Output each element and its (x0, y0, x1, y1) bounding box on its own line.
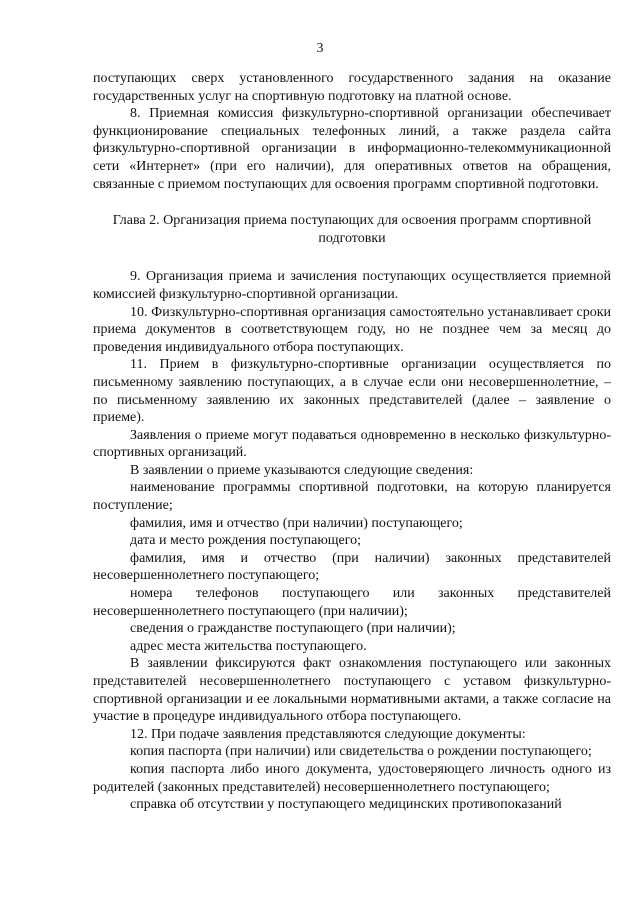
paragraph: номера телефонов поступающего или законных представителей несовершеннолетнего поступающего (при наличии); (93, 586, 611, 619)
document-body (93, 70, 611, 814)
paragraph: В заявлении фиксируются факт ознакомления поступающего или законных представителей несовершеннолетнего поступающего с уставом физкультурно-спортивной организации и ее локальными нормативными актами, а также согласие на участие в процедуре индивидуального отбора поступающего. (93, 656, 611, 725)
paragraph: адрес места жительства поступающего. (130, 638, 367, 654)
paragraph: 8. Приемная комиссия физкультурно-спортивной организации обеспечивает функционирование специальных телефонных линий, а также раздела сайта физкультурно-спортивной организации в информационно-телекоммуникационной сети «Интернет» (при его наличии), для оперативных ответов на обращения, связанные с приемом поступающих для освоения программ спортивной подготовки. (93, 106, 611, 192)
paragraph: поступающих сверх установленного государственного задания на оказание государственных услуг на спортивную подготовку на платной основе. (93, 71, 611, 104)
paragraph: 11. Прием в физкультурно-спортивные организации осуществляется по письменному заявлению поступающих, а в случае если они несовершеннолетние, – по письменному заявлению их законных представителей (далее – заявление о приеме). (93, 357, 611, 426)
paragraph: 12. При подаче заявления представляются следующие документы: (130, 726, 526, 742)
paragraph: справка об отсутствии у поступающего медицинских противопоказаний (130, 797, 562, 813)
page-number: 3 (316, 41, 324, 56)
paragraph: 9. Организация приема и зачисления поступающих осуществляется приемной комиссией физкультурно-спортивной организации. (93, 269, 611, 302)
paragraph: сведения о гражданстве поступающего (при наличии); (130, 621, 456, 637)
paragraph: копия паспорта либо иного документа, удостоверяющего личность одного из родителей (законных представителей) несовершеннолетнего поступающего; (93, 761, 611, 795)
chapter-heading: Глава 2. Организация приема поступающих для освоения программ спортивной подготовки (112, 213, 592, 246)
paragraph: дата и место рождения поступающего; (130, 533, 362, 549)
paragraph: копия паспорта (при наличии) или свидетельства о рождении поступающего; (130, 744, 592, 760)
section-before-heading (93, 70, 611, 193)
paragraph: наименование программы спортивной подготовки, на которую планируется поступление; (93, 480, 611, 514)
paragraph: В заявлении о приеме указываются следующие сведения: (130, 462, 474, 478)
section-after-heading (93, 268, 611, 813)
paragraph: фамилия, имя и отчество (при наличии) законных представителей несовершеннолетнего поступающего; (93, 550, 611, 584)
paragraph: Заявления о приеме могут подаваться одновременно в несколько физкультурно-спортивных организаций. (93, 427, 611, 461)
paragraph: фамилия, имя и отчество (при наличии) поступающего; (130, 515, 463, 531)
paragraph: 10. Физкультурно-спортивная организация самостоятельно устанавливает сроки приема документов в соответствующем году, но не позднее чем за месяц до проведения индивидуального отбора поступающих. (93, 304, 611, 355)
